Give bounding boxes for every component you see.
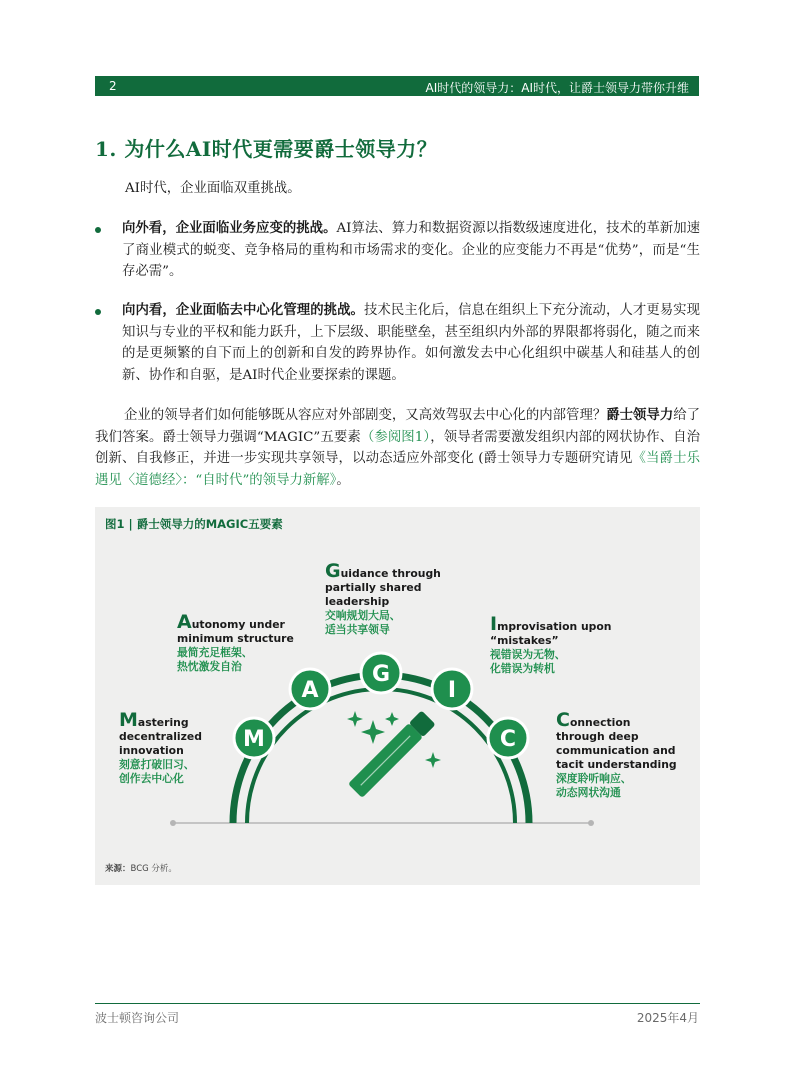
english-line: onnection xyxy=(569,716,631,729)
bullet-lead: 向内看，企业面临去中心化管理的挑战。 xyxy=(122,302,364,318)
letter-m: M xyxy=(243,727,265,752)
bullet-dot xyxy=(95,227,101,233)
initial-letter: G xyxy=(325,560,341,582)
english-line: partially shared xyxy=(325,581,422,594)
initial-letter: C xyxy=(556,709,570,731)
letter-g: G xyxy=(371,662,391,687)
element-m-description xyxy=(119,709,202,786)
english-line: decentralized xyxy=(119,730,202,743)
footer-date: 2025年4月 xyxy=(636,1011,699,1025)
page-number: 2 xyxy=(109,79,117,93)
english-line: uidance through xyxy=(340,567,441,580)
initial-letter: A xyxy=(177,611,192,633)
closing-text: 。 xyxy=(336,472,350,488)
element-i-description xyxy=(490,613,612,676)
english-line: “mistakes” xyxy=(490,634,559,647)
bullet-lead: 向外看，企业面临业务应变的挑战。 xyxy=(122,220,337,236)
english-line: astering xyxy=(137,716,189,729)
element-g-description xyxy=(325,560,441,637)
chinese-line: 热忱激发自治 xyxy=(177,660,242,673)
letter-circle-m xyxy=(234,718,274,758)
source-text: BCG 分析。 xyxy=(130,864,177,874)
figure-reference-link[interactable]: （参阅图1） xyxy=(360,429,431,445)
letter-i: I xyxy=(447,678,457,703)
magic-figure xyxy=(95,507,700,885)
sparkle-icon xyxy=(361,720,385,744)
element-c-description xyxy=(556,709,677,800)
element-i-english xyxy=(490,613,612,635)
letter-circle-a xyxy=(290,669,330,709)
sparkle-icon xyxy=(425,752,441,768)
english-line: through deep xyxy=(556,730,639,743)
closing-paragraph xyxy=(95,405,700,491)
footer-divider xyxy=(95,1003,700,1004)
bullet-body: AI算法、算力和数据资源以指数级速度进化，技术的革新加速了商业模式的蜕变、竞争格局的重构和市场需求的变化。企业的应变能力不再是“优势”，而是“生存必需”。 xyxy=(122,221,701,279)
element-a-english xyxy=(177,611,294,633)
baseline-end xyxy=(170,820,176,826)
chinese-line: 化错误为转机 xyxy=(490,662,555,675)
header-bar xyxy=(95,76,699,96)
chinese-line: 深度聆听响应、 xyxy=(556,772,632,785)
sparkle-icon xyxy=(385,712,399,726)
english-line: innovation xyxy=(119,744,184,757)
element-a-description xyxy=(177,611,294,674)
chinese-line: 交响规划大局、 xyxy=(325,609,401,622)
chinese-line: 刻意打破旧习、 xyxy=(119,758,195,771)
outer-arc xyxy=(233,675,529,823)
closing-bold: 爵士领导力 xyxy=(606,407,674,423)
closing-text: 企业的领导者们如何能够既从容应对外部剧变，又高效驾驭去中心化的内部管理？ xyxy=(124,408,607,423)
letter-c: C xyxy=(499,727,517,752)
chinese-line: 适当共享领导 xyxy=(325,623,390,636)
english-line: utonomy under xyxy=(191,618,285,631)
letter-circle-i xyxy=(432,669,472,709)
letter-circle-c xyxy=(488,718,528,758)
english-line: communication and xyxy=(556,744,676,757)
section-title: 1. 为什么AI时代更需要爵士领导力？ xyxy=(95,137,438,161)
bullet-item-internal xyxy=(122,300,700,386)
chinese-line: 视错误为无物、 xyxy=(490,648,566,661)
element-m-english xyxy=(119,709,202,731)
chinese-line: 最简充足框架、 xyxy=(177,646,253,659)
bullet-item-external xyxy=(122,218,700,283)
closing-text: ，领导者需要激发组织内部的网状协作、自治创新、自我修正，并进一步实现共享领导，以动态适应外部变化 (爵士领导力专题研究请见 xyxy=(95,429,701,466)
chinese-line: 创作去中心化 xyxy=(119,772,184,785)
initial-letter: M xyxy=(119,709,138,731)
figure-caption: 图1 | 爵士领导力的MAGIC五要素 xyxy=(105,517,283,531)
footer-company: 波士顿咨询公司 xyxy=(95,1011,180,1025)
initial-letter: I xyxy=(490,613,498,635)
sparkle-icon xyxy=(347,711,363,727)
intro-paragraph: AI时代，企业面临双重挑战。 xyxy=(125,181,301,196)
chinese-line: 动态网状沟通 xyxy=(556,786,621,799)
english-line: mprovisation upon xyxy=(497,620,612,633)
letter-circle-g xyxy=(361,653,401,693)
element-g-english xyxy=(325,560,441,582)
closing-text: 给了我们答案。爵士领导力强调“MAGIC”五要素 xyxy=(95,408,701,445)
english-line: tacit understanding xyxy=(556,758,677,771)
figure-source xyxy=(105,862,177,874)
bullet-body: 技术民主化后，信息在组织上下充分流动，人才更易实现知识与专业的平权和能力跃升，上下层级、职能壁垒，甚至组织内外部的界限都将弱化，随之而来的是更频繁的自下而上的创新和自发的跨界协作。如何激发去中心化组织中碳基人和硅基人的创新、协作和自驱，是AI时代企业要探索的课题。 xyxy=(122,303,701,383)
source-label: 来源： xyxy=(105,864,131,874)
running-title: AI时代的领导力：AI时代，让爵士领导力带你升维 xyxy=(425,81,689,95)
element-c-english xyxy=(556,709,677,731)
english-line: leadership xyxy=(325,595,390,608)
bullet-dot xyxy=(95,309,101,315)
letter-a: A xyxy=(301,678,319,703)
english-line: minimum structure xyxy=(177,632,294,645)
report-link[interactable]: 《当爵士乐遇见〈道德经〉：“自时代”的领导力新解》 xyxy=(95,451,700,488)
baseline-end xyxy=(588,820,594,826)
